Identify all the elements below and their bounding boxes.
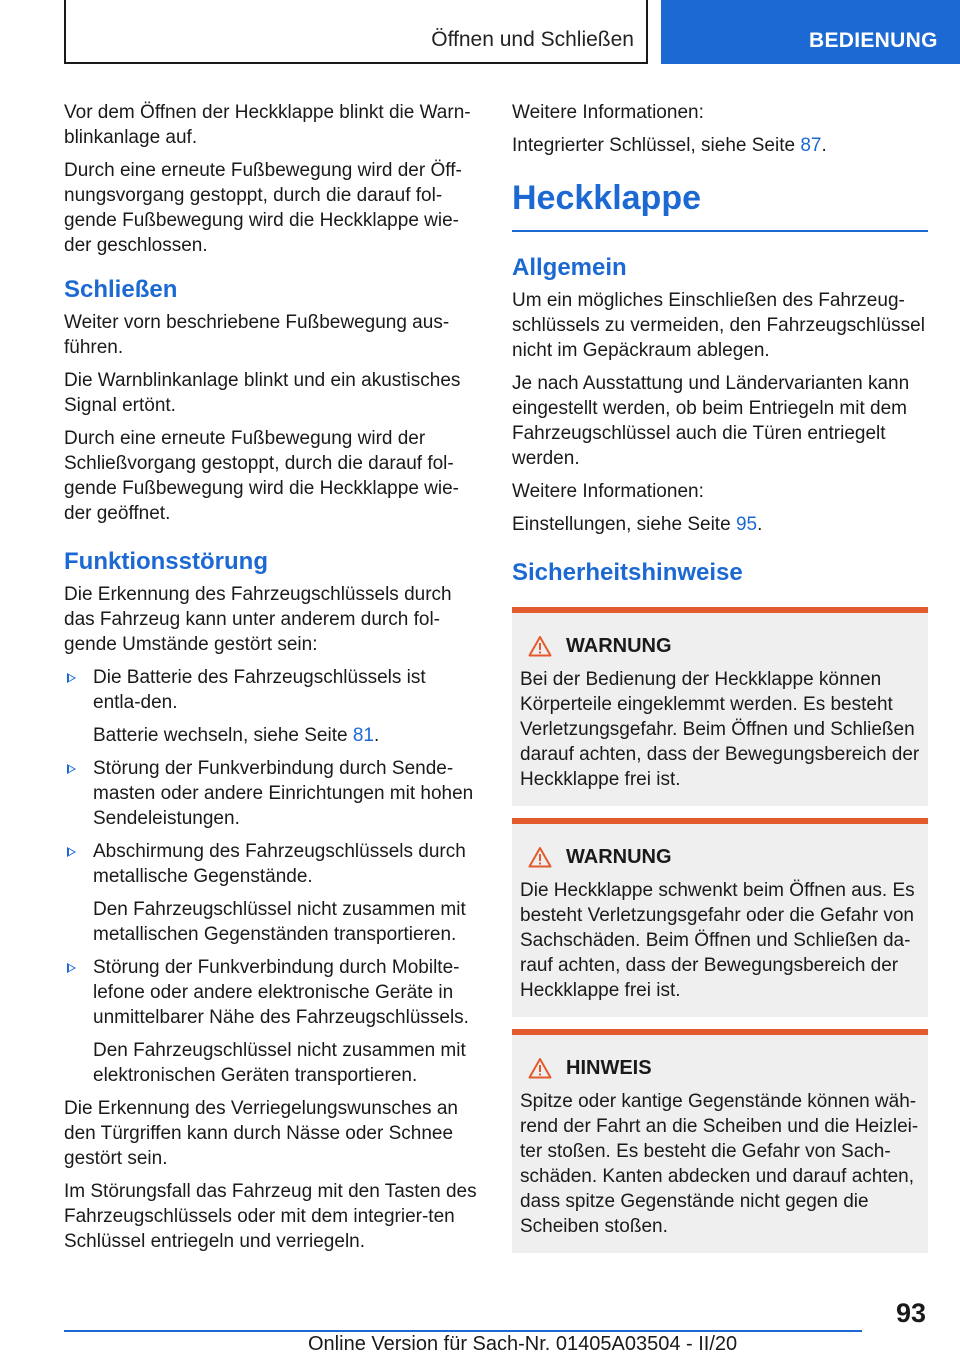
heading-heckklappe: Heckklappe <box>512 172 928 232</box>
paragraph: Weitere Informationen: <box>512 481 704 502</box>
paragraph: Weiter vorn beschriebene Fußbewegung aus‐führen. <box>64 312 450 358</box>
page-link-95[interactable]: 95 <box>735 514 758 535</box>
list-item <box>64 756 478 831</box>
triangle-bullet-icon <box>67 963 76 973</box>
warning-text: Bei der Bedienung der Heckklappe können Körperteile eingeklemmt werden. Es besteht Verletzungsgefahr. Beim Öffnen und Schließen darauf achten, dass der Bewegungsbereich der Heckklappe frei ist. <box>520 669 920 790</box>
list-item-text: Die Batterie des Fahrzeugschlüssels ist entla‐den. <box>93 667 426 713</box>
triangle-bullet-icon <box>67 673 76 683</box>
warning-title: WARNUNG <box>566 845 672 868</box>
list-item-text: Störung der Funkverbindung durch Sende‐masten oder andere Einrichtungen mit hohen Sendeleistungen. <box>93 758 474 829</box>
page-number: 93 <box>896 1298 927 1328</box>
paragraph: Vor dem Öffnen der Heckklappe blinkt die Warn‐blinkanlage auf. <box>64 102 471 148</box>
triangle-bullet-icon <box>67 847 76 857</box>
paragraph: Integrierter Schlüssel, siehe Seite 87. <box>512 135 827 156</box>
footer-divider <box>64 1330 862 1332</box>
list-item-text: Störung der Funkverbindung durch Mobilte‐lefone oder andere elektronische Geräte in unmittelbarer Nähe des Fahrzeugschlüssels. <box>93 957 469 1028</box>
paragraph: Einstellungen, siehe Seite 95. <box>512 514 763 535</box>
list-item-subtext: Den Fahrzeugschlüssel nicht zusammen mit metallischen Gegenständen transportieren. <box>93 899 466 945</box>
warning-triangle-icon <box>528 1057 552 1079</box>
list-item-subtext: Den Fahrzeugschlüssel nicht zusammen mit elektronischen Geräten transportieren. <box>93 1040 466 1086</box>
warning-box <box>512 818 928 1017</box>
footer-online-version: Online Version für Sach-Nr. 01405A03504 - II/20 <box>308 1333 738 1355</box>
heading-allgemein: Allgemein <box>512 254 627 281</box>
right-column <box>512 100 928 1265</box>
paragraph: Die Warnblinkanlage blinkt und ein akustisches Signal ertönt. <box>64 370 461 416</box>
heading-funktionsstoerung: Funktionsstörung <box>64 548 268 575</box>
list-item <box>64 955 478 1088</box>
list-item-text: Abschirmung des Fahrzeugschlüssels durch metallische Gegenstände. <box>93 841 466 887</box>
page-link-81[interactable]: 81 <box>352 725 374 746</box>
list-item <box>64 839 478 947</box>
paragraph: Die Erkennung des Verriegelungswunsches an den Türgriffen kann durch Nässe oder Schnee gestört sein. <box>64 1098 458 1169</box>
paragraph: Um ein mögliches Einschließen des Fahrzeug‐schlüssels zu vermeiden, den Fahrzeugschlüssel nicht im Gepäckraum ablegen. <box>512 290 925 361</box>
section-title: Öffnen und Schließen <box>431 28 634 51</box>
page-link-87[interactable]: 87 <box>800 135 822 156</box>
header-section-box <box>64 0 648 64</box>
paragraph: Die Erkennung des Fahrzeugschlüssels durch das Fahrzeug kann unter anderem durch fol‐gende Umstände gestört sein: <box>64 584 452 655</box>
paragraph: Im Störungsfall das Fahrzeug mit den Tasten des Fahrzeugschlüssels oder mit dem integrier‐ten Schlüssel entriegeln und verriegeln. <box>64 1181 477 1252</box>
heading-schliessen: Schließen <box>64 276 178 303</box>
warning-triangle-icon <box>528 635 552 657</box>
chapter-tab <box>661 0 960 64</box>
notice-title: HINWEIS <box>566 1056 652 1079</box>
heading-sicherheitshinweise: Sicherheitshinweise <box>512 559 743 586</box>
notice-box <box>512 1029 928 1253</box>
warning-triangle-icon <box>528 846 552 868</box>
chapter-tab-label: BEDIENUNG <box>809 29 938 52</box>
left-column <box>64 100 478 1262</box>
bullet-list <box>64 665 478 1088</box>
triangle-bullet-icon <box>67 764 76 774</box>
paragraph: Durch eine erneute Fußbewegung wird der Öff‐nungsvorgang gestoppt, durch die darauf fol‐gende Fußbewegung wird die Heckklappe wie‐der geschlossen. <box>64 160 462 256</box>
warning-box <box>512 607 928 806</box>
list-item <box>64 665 478 748</box>
paragraph: Durch eine erneute Fußbewegung wird der Schließvorgang gestoppt, durch die darauf fol‐gende Fußbewegung wird die Heckklappe wie‐der geöffnet. <box>64 428 460 524</box>
list-item-subtext: Batterie wechseln, siehe Seite 81. <box>93 725 380 746</box>
paragraph: Weitere Informationen: <box>512 102 704 123</box>
paragraph: Je nach Ausstattung und Ländervarianten kann eingestellt werden, ob beim Entriegeln mit dem Fahrzeugschlüssel auch die Türen entriegelt werden. <box>512 373 910 469</box>
notice-text: Spitze oder kantige Gegenstände können wäh‐rend der Fahrt an die Scheiben und die Heizlei‐ter stoßen. Es besteht die Gefahr von Sach‐schäden. Kanten abdecken und darauf achten, dass spitze Gegenstände nicht gegen die Scheiben stoßen. <box>520 1091 919 1237</box>
warning-title: WARNUNG <box>566 634 672 657</box>
warning-text: Die Heckklappe schwenkt beim Öffnen aus. Es besteht Verletzungsgefahr oder die Gefahr von Sachschäden. Beim Öffnen und Schließen da‐rauf achten, dass der Bewegungsbereich der Heckklappe frei ist. <box>520 880 915 1001</box>
